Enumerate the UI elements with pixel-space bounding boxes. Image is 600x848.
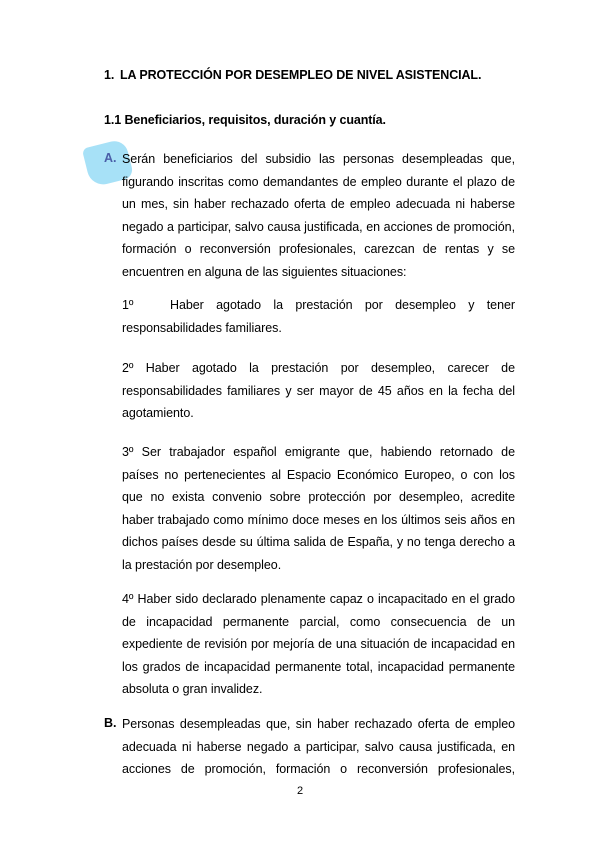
situation-4-label: 4º bbox=[122, 592, 134, 606]
page-number: 2 bbox=[296, 785, 304, 797]
item-a-marker: A. bbox=[104, 151, 117, 165]
situation-3-label: 3º bbox=[122, 445, 134, 459]
item-b-paragraph: Personas desempleadas que, sin haber rechazado oferta de empleo adecuada ni haberse negado a participar, salvo causa justificada, en acciones de promoción, formación o reconversión profesionales, bbox=[122, 717, 515, 776]
item-a-paragraph: Serán beneficiarios del subsidio las personas desempleadas que, figurando inscritas como demandantes de empleo durante el plazo de un mes, sin haber rechazado oferta de empleo adecuada ni haberse negado a participar, salvo causa justificada, en acciones de promoción, formación o reconversión profesionales, carezcan de rentas y se encuentren en alguna de las siguientes situaciones: bbox=[122, 152, 515, 279]
situation-2-text: Haber agotado la prestación por desempleo, carecer de responsabilidades familiares y ser mayor de 45 años en la fecha del agotamiento. bbox=[122, 361, 515, 420]
situation-1-paragraph bbox=[122, 294, 515, 339]
situation-3-text: Ser trabajador español emigrante que, habiendo retornado de países no pertenecientes al Espacio Económico Europeo, o con los que no exista convenio sobre protección por desempleo, acredite haber trabajado como mínimo doce meses en los últimos seis años en dichos países desde su última salida de España, y no tenga derecho a la prestación por desempleo. bbox=[122, 445, 515, 572]
situation-1-text: Haber agotado la prestación por desempleo y tener responsabilidades familiares. bbox=[122, 298, 515, 335]
situation-2-label: 2º bbox=[122, 361, 134, 375]
section-title: LA PROTECCIÓN POR DESEMPLEO DE NIVEL ASISTENCIAL. bbox=[120, 68, 482, 82]
situation-4-text: Haber sido declarado plenamente capaz o incapacitado en el grado de incapacidad permanente parcial, como consecuencia de un expediente de revisión por mejoría de una situación de incapacidad en los grados de incapacidad permanente total, incapacidad permanente absoluta o gran invalidez. bbox=[122, 592, 515, 696]
situation-2-paragraph bbox=[122, 357, 515, 425]
item-b-marker: B. bbox=[104, 716, 117, 730]
situation-4-paragraph bbox=[122, 588, 515, 701]
section-heading bbox=[104, 68, 481, 82]
situation-1-label: 1º bbox=[122, 298, 134, 312]
section-number: 1. bbox=[104, 68, 115, 82]
situation-3-paragraph bbox=[122, 441, 515, 576]
subsection-heading: 1.1 Beneficiarios, requisitos, duración y cuantía. bbox=[104, 113, 386, 127]
